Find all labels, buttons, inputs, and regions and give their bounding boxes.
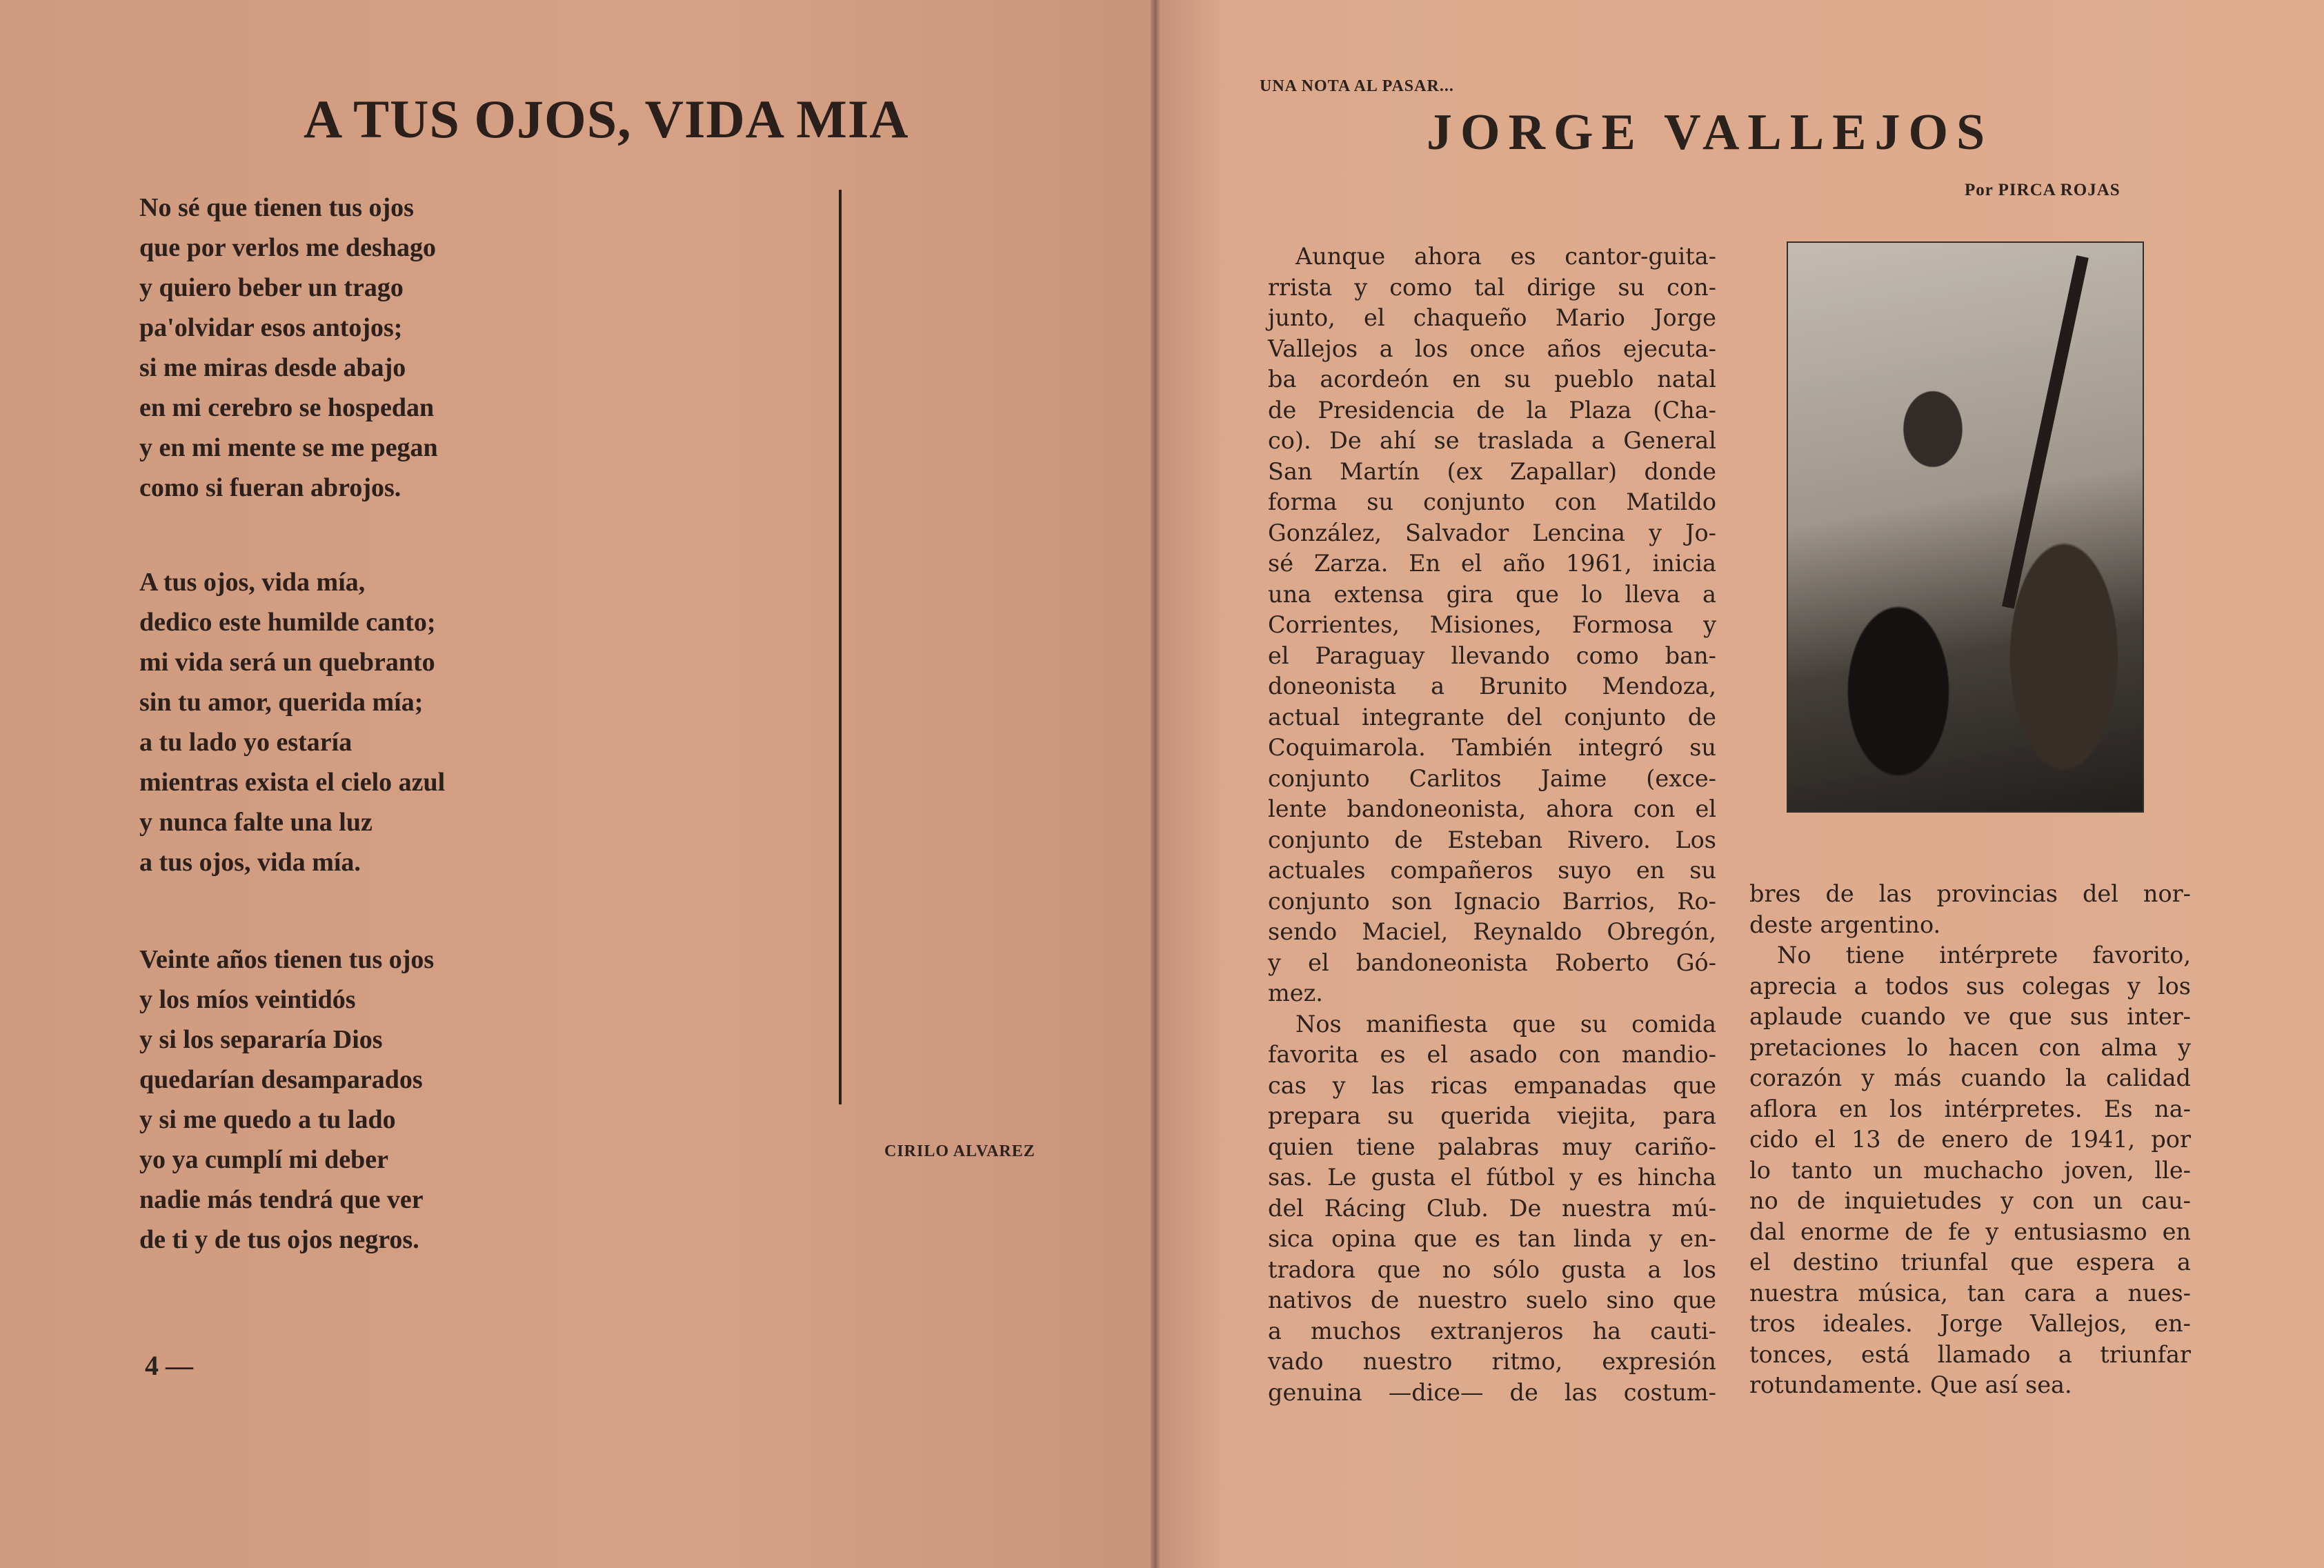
poem-line: A tus ojos, vida mía, [139,568,366,597]
article-line: a muchos extranjeros ha cauti- [1268,1317,1716,1344]
article-line: tonces, está llamado a triunfar [1749,1340,2191,1368]
article-title: JORGE VALLEJOS [1427,104,1994,161]
article-line: forma su conjunto con Matildo [1268,488,1716,515]
article-line: sé Zarza. En el año 1961, inicia [1268,550,1716,577]
article-line: lo tanto un muchacho joven, lle- [1749,1156,2191,1184]
guitarist-photo [1787,241,2144,813]
poem-line: como si fueran abrojos. [139,473,401,502]
poem-line: a tu lado yo estaría [139,728,352,757]
article-line: San Martín (ex Zapallar) donde [1268,457,1716,485]
poem-line: y en mi mente se me pegan [139,433,438,462]
article-line: aflora en los intérpretes. Es na- [1749,1095,2191,1122]
article-line: lente bandoneonista, ahora con el [1268,795,1716,822]
section-label: UNA NOTA AL PASAR... [1260,77,1454,95]
poem-line: mi vida será un quebranto [139,648,435,677]
poem-title: A TUS OJOS, VIDA MIA [304,89,909,149]
article-line: Coquimarola. También integró su [1268,734,1716,761]
article-line: corazón y más cuando la calidad [1749,1064,2191,1091]
article-line: tros ideales. Jorge Vallejos, en- [1749,1310,2191,1337]
article-line: sica opina que es tan linda y en- [1268,1225,1716,1252]
article-line: genuina —dice— de las costum- [1268,1378,1716,1406]
article-line: conjunto son Ignacio Barrios, Ro- [1268,887,1716,915]
article-column-2 [1749,879,2191,1401]
poem-author: CIRILO ALVAREZ [884,1142,1035,1160]
article-line: y el bandoneonista Roberto Gó- [1268,949,1716,976]
article-byline: Por PIRCA ROJAS [1965,181,2121,199]
page-number: 4 — [145,1350,193,1381]
article-line: actuales compañeros suyo en su [1268,857,1716,884]
poem-line: mientras exista el cielo azul [139,768,446,797]
article-line: junto, el chaqueño Mario Jorge [1268,304,1716,331]
article-line: González, Salvador Lencina y Jo- [1268,519,1716,546]
article-column-1 [1268,241,1716,1408]
article-line: Nos manifiesta que su comida [1295,1010,1716,1038]
poem-line: que por verlos me deshago [139,233,436,262]
poem-line: en mi cerebro se hospedan [139,393,435,422]
article-line: una extensa gira que lo lleva a [1268,580,1716,608]
article-line: el destino triunfal que espera a [1749,1249,2191,1276]
article-line: rrista y como tal dirige su con- [1268,273,1716,301]
poem-line: y nunca falte una luz [139,808,373,837]
poem-line: quedarían desamparados [139,1065,423,1094]
article-line: actual integrante del conjunto de [1268,703,1716,731]
article-line: tradora que no sólo gusta a los [1268,1256,1716,1283]
article-line: del Rácing Club. De nuestra mú- [1268,1194,1716,1222]
article-line: sas. Le gusta el fútbol y es hincha [1268,1164,1716,1191]
poem-line: Veinte años tienen tus ojos [139,945,435,974]
article-line: doneonista a Brunito Mendoza, [1268,673,1716,699]
article-line: No tiene intérprete favorito, [1777,942,2191,969]
poem-line: y si me quedo a tu lado [139,1105,396,1134]
article-line: conjunto de Esteban Rivero. Los [1268,826,1716,853]
column-divider [839,190,842,1104]
poem-line: y quiero beber un trago [139,273,404,302]
poem-line: y los míos veintidós [139,985,356,1014]
article-line: favorita es el asado con mandio- [1268,1041,1716,1068]
article-line: deste argentino. [1749,911,1941,938]
article-line: cas y las ricas empanadas que [1268,1071,1716,1099]
article-line: aplaude cuando ve que sus inter- [1749,1003,2191,1030]
poem-stanza-1 [139,188,438,508]
article-line: no de inquietudes y con un cau- [1749,1187,2191,1214]
article-line: Aunque ahora es cantor-guita- [1295,243,1716,270]
article-line: bres de las provincias del nor- [1749,880,2191,907]
poem-line: nadie más tendrá que ver [139,1185,424,1214]
article-line: pretaciones lo hacen con alma y [1749,1033,2191,1061]
article-line: nativos de nuestro suelo sino que [1268,1287,1716,1313]
article-line: de Presidencia de la Plaza (Cha- [1268,396,1716,424]
poem-line: y si los separaría Dios [139,1025,383,1054]
article-line: Vallejos a los once años ejecuta- [1268,335,1716,362]
poem-line: a tus ojos, vida mía. [139,848,361,877]
article-line: prepara su querida viejita, para [1268,1102,1716,1129]
poem-line: dedico este humilde canto; [139,608,436,637]
article-line: co). De ahí se traslada a General [1268,427,1716,454]
guitar-neck-shape [2002,255,2089,608]
poem-line: No sé que tienen tus ojos [139,193,414,222]
article-line: mez. [1268,980,1323,1006]
article-line: vado nuestro ritmo, expresión [1268,1348,1716,1375]
poem-line: si me miras desde abajo [139,353,406,382]
article-line: rotundamente. Que así sea. [1749,1371,2072,1398]
poem-stanza-2 [139,562,445,882]
poem-stanza-3 [139,940,434,1260]
article-line: Corrientes, Misiones, Formosa y [1268,611,1716,638]
article-line: nuestra música, tan cara a nues- [1749,1279,2191,1307]
article-line: aprecia a todos sus colegas y los [1749,972,2191,1000]
poem-line: yo ya cumplí mi deber [139,1145,388,1174]
article-line: dal enorme de fe y entusiasmo en [1749,1218,2191,1245]
poem-line: de ti y de tus ojos negros. [139,1225,419,1254]
poem-line: sin tu amor, querida mía; [139,688,424,717]
article-line: quien tiene palabras muy cariño- [1268,1133,1716,1160]
article-line: conjunto Carlitos Jaime (exce- [1268,764,1716,792]
article-line: ba acordeón en su pueblo natal [1268,366,1716,393]
article-line: sendo Maciel, Reynaldo Obregón, [1268,918,1716,945]
book-spine [1151,0,1160,1568]
article-line: el Paraguay llevando como ban- [1268,642,1716,669]
article-line: cido el 13 de enero de 1941, por [1749,1126,2191,1153]
poem-line: pa'olvidar esos antojos; [139,313,403,342]
